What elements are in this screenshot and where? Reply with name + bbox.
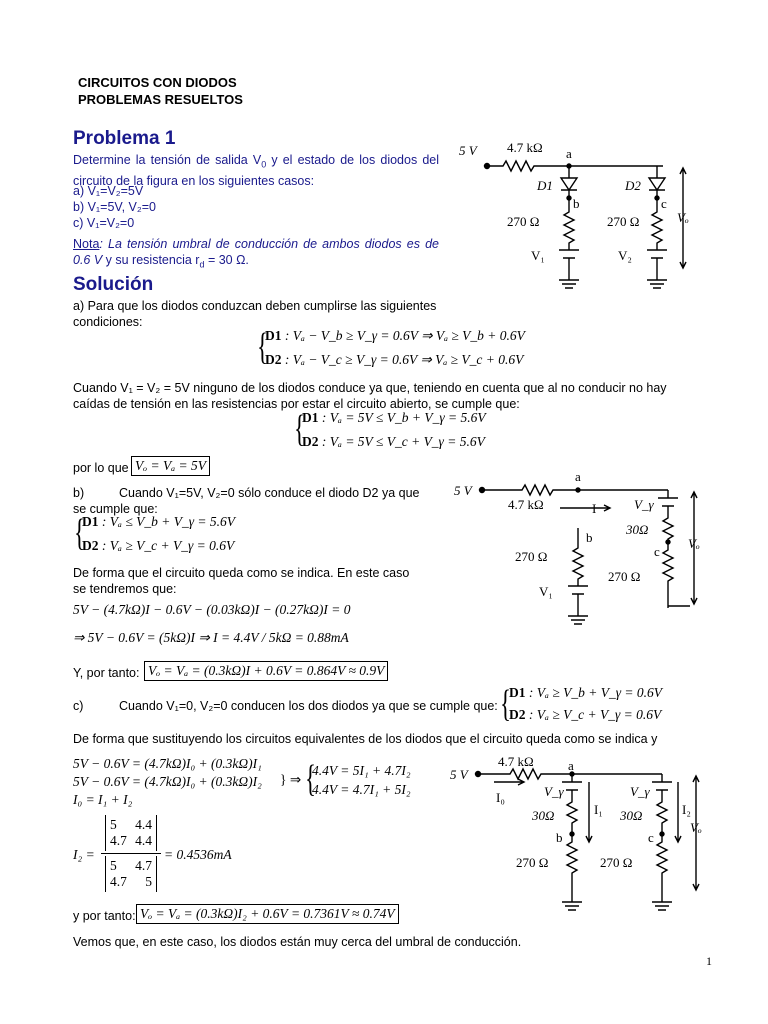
eq-b-2-body: Vₐ ≥ V_c + V_γ = 0.6V [109,538,235,553]
eq-b-4: ⇒ 5V − 0.6V = (5kΩ)I ⇒ I = 4.4V / 5kΩ = 0.88mA [73,630,349,645]
solution-a-text: Cuando V₁ = V₂ = 5V ninguno de los diodos conduce ya que, teniendo en cuenta que al no conducir no hay caídas de tensión en las resistencias por estar el circuito abierto, se cumple que: [73,381,667,411]
c2-r30-label: 30Ω [626,522,649,537]
c2-v1-label: V₁ [539,584,553,599]
eq-c-5: I₀ = I₁ + I₂ [73,792,133,807]
eq-c-4: 5V − 0.6V = (4.7kΩ)I₀ + (0.3kΩ)I₂ [73,774,262,789]
c3-r270-1: 270 Ω [516,855,549,870]
eq-b-1: D1 : Vₐ ≤ V_b + V_γ = 5.6V [82,514,236,529]
c2-vg-label: V_γ [634,497,654,512]
det-num-11: 5 [110,817,117,832]
c3-current-i0: I₀ [496,790,505,805]
det-fraction-bar [101,853,161,854]
case-c: c) V₁=V₂=0 [73,216,135,230]
c-result-box: Vₒ = Vₐ = (0.3kΩ)I₂ + 0.6V = 0.7361V ≈ 0.74V [136,904,399,924]
c3-node-a: a [568,758,574,773]
a-result-box: Vₒ = Vₐ = 5V [131,456,210,476]
note-tail: y su resistencia r [102,253,200,267]
det-denominator [105,856,157,892]
c2-src-label: 5 V [454,483,472,498]
c3-node-c: c [648,830,654,845]
conclusion: Vemos que, en este caso, los diodos están muy cerca del umbral de conducción. [73,935,522,949]
brace-c-1: { [500,683,511,725]
problem-note [73,236,439,273]
det-result: = 0.4536mA [164,847,232,862]
c2-node-a: a [575,469,581,484]
b-result-box: Vₒ = Vₐ = (0.3kΩ)I + 0.6V = 0.864V ≈ 0.9V [144,661,388,681]
eq-c-2: D2 : Vₐ ≥ V_c + V_γ = 0.6V [509,707,662,722]
eq-c-6: 4.4V = 5I₁ + 4.7I₂ [312,763,411,778]
det-num-row-1 [110,817,152,833]
c3-src-label: 5 V [450,767,468,782]
case-a: a) V₁=V₂=5V [73,184,144,198]
eq-c-2-body: Vₐ ≥ V_c + V_γ = 0.6V [536,707,662,722]
header-line-2: PROBLEMAS RESUELTOS [78,92,243,107]
c1-node-a: a [566,146,572,161]
c2-current-i: I [592,501,597,516]
c3-current-i1: I₁ [594,802,603,817]
header-line-1: CIRCUITOS CON DIODOS [78,75,237,90]
c1-r270-2: 270 Ω [607,214,640,229]
c2-node-c: c [654,544,660,559]
statement-part1: Determine la tensión de salida V [73,153,262,167]
page-number: 1 [706,954,712,968]
det-lhs: I₂ = [73,847,95,862]
eq-c-1-body: Vₐ ≥ V_b + V_γ = 0.6V [536,685,663,700]
eq-b-2-d2: D2 [82,538,99,553]
c1-node-c: c [661,196,667,211]
eq-a-4-d2: D2 [302,434,319,449]
c-label: c) [73,699,84,713]
c1-r47-label: 4.7 kΩ [507,140,543,155]
c2-r47-label: 4.7 kΩ [508,497,544,512]
c2-r270-2: 270 Ω [608,569,641,584]
det-numerator [105,815,157,851]
solution-a-intro: a) Para que los diodos conduzcan deben cumplirse las siguientes condiciones: [73,299,437,329]
c1-d2-label: D2 [625,178,641,193]
a-result-pre: por lo que [73,461,129,475]
c3-r30-1: 30Ω [532,808,555,823]
c-text2: De forma que sustituyendo los circuitos equivalentes de los diodos que el circuito queda como se indica y [73,732,658,746]
note-end: = 30 Ω. [204,253,249,267]
note-sub: d [199,259,205,270]
note-label: Nota [73,237,100,251]
b-text: Cuando V₁=5V, V₂=0 sólo conduce el diodo D2 ya que se cumple que: [73,486,420,516]
b-text2: De forma que el circuito queda como se indica. En este caso se tendremos que: [73,566,410,596]
problem-title: Problema 1 [73,128,176,149]
eq-b-1-d1: D1 [82,514,99,529]
c3-vg-1: V_γ [544,784,564,799]
c-result-pre: y por tanto: [73,909,136,923]
c2-vo-label: Vₒ [688,536,700,551]
brace-a-1: { [257,326,268,368]
det-num-row-2 [110,833,152,849]
eq-a-3-body: Vₐ = 5V ≤ V_b + V_γ = 5.6V [329,410,486,425]
eq-b-3: 5V − (4.7kΩ)I − 0.6V − (0.03kΩ)I − (0.27kΩ)I = 0 [73,602,351,617]
circuit-2-diagram [450,468,710,638]
c3-r30-2: 30Ω [620,808,643,823]
det-den-21: 4.7 [110,874,127,889]
brace-b-1: { [74,512,85,554]
circuit-1-diagram [455,130,705,305]
c2-r270-1: 270 Ω [515,549,548,564]
c-text: Cuando V₁=0, V₂=0 conducen los dos diodos ya que se cumple que: [119,699,498,713]
c3-r270-2: 270 Ω [600,855,633,870]
eq-b-1-body: Vₐ ≤ V_b + V_γ = 5.6V [109,514,236,529]
brace-a-2: { [294,408,305,450]
eq-a-2-body: Vₐ − V_c ≥ V_γ = 0.6V ⇒ Vₐ ≥ V_c + 0.6V [292,352,524,367]
eq-a-1-body: Vₐ − V_b ≥ V_γ = 0.6V ⇒ Vₐ ≥ V_b + 0.6V [292,328,525,343]
c3-current-i2: I₂ [682,802,691,817]
eq-c-3: 5V − 0.6V = (4.7kΩ)I₀ + (0.3kΩ)I₁ [73,756,262,771]
b-result-pre: Y, por tanto: [73,666,140,680]
eq-a-1: D1 : Vₐ − V_b ≥ V_γ = 0.6V ⇒ Vₐ ≥ V_b + 0.6V [265,328,525,343]
det-num-22: 4.4 [135,833,152,848]
eq-a-3-d1: D1 [302,410,319,425]
c1-v1-label: V₁ [531,248,545,263]
c1-r270-1: 270 Ω [507,214,540,229]
c3-node-b: b [556,830,563,845]
b-label: b) [73,486,85,500]
det-den-row-2 [110,874,152,890]
det-den-row-1 [110,858,152,874]
det-den-22: 5 [145,874,152,889]
c3-vo-label: Vₒ [690,820,702,835]
c1-node-b: b [573,196,580,211]
statement-part2: y el estado de los diodos del circuito de la figura en los siguientes casos: [73,153,440,188]
eq-a-4-body: Vₐ = 5V ≤ V_c + V_γ = 5.6V [329,434,485,449]
eq-a-2: D2 : Vₐ − V_c ≥ V_γ = 0.6V ⇒ Vₐ ≥ V_c + 0.6V [265,352,524,367]
brace-c-2: { [305,758,316,800]
statement-sub: 0 [261,159,267,170]
eq-a-1-d1: D1 [265,328,282,343]
eq-a-4: D2 : Vₐ = 5V ≤ V_c + V_γ = 5.6V [302,434,485,449]
c1-v2-label: V₂ [618,248,632,263]
solution-title: Solución [73,274,154,295]
implies-brace: } ⇒ [280,772,302,787]
det-num-12: 4.4 [135,817,152,832]
eq-b-2: D2 : Vₐ ≥ V_c + V_γ = 0.6V [82,538,235,553]
note-text: : La tensión umbral de conducción de ambos diodos es de 0.6 V [73,237,439,267]
eq-c-1: D1 : Vₐ ≥ V_b + V_γ = 0.6V [509,685,663,700]
eq-a-2-d2: D2 [265,352,282,367]
c2-node-b: b [586,530,593,545]
case-b: b) V₁=5V, V₂=0 [73,200,156,214]
eq-c-2-d2: D2 [509,707,526,722]
det-num-21: 4.7 [110,833,127,848]
eq-a-3: D1 : Vₐ = 5V ≤ V_b + V_γ = 5.6V [302,410,486,425]
c1-vo-label: Vₒ [677,210,689,225]
c3-r47-label: 4.7 kΩ [498,754,534,769]
c1-d1-label: D1 [537,178,553,193]
c3-vg-2: V_γ [630,784,650,799]
eq-c-1-d1: D1 [509,685,526,700]
det-fraction [105,815,157,892]
det-den-11: 5 [110,858,117,873]
circuit-3-diagram [444,752,714,922]
eq-c-7: 4.4V = 4.7I₁ + 5I₂ [312,782,411,797]
c1-src-label: 5 V [459,143,477,158]
det-den-12: 4.7 [135,858,152,873]
